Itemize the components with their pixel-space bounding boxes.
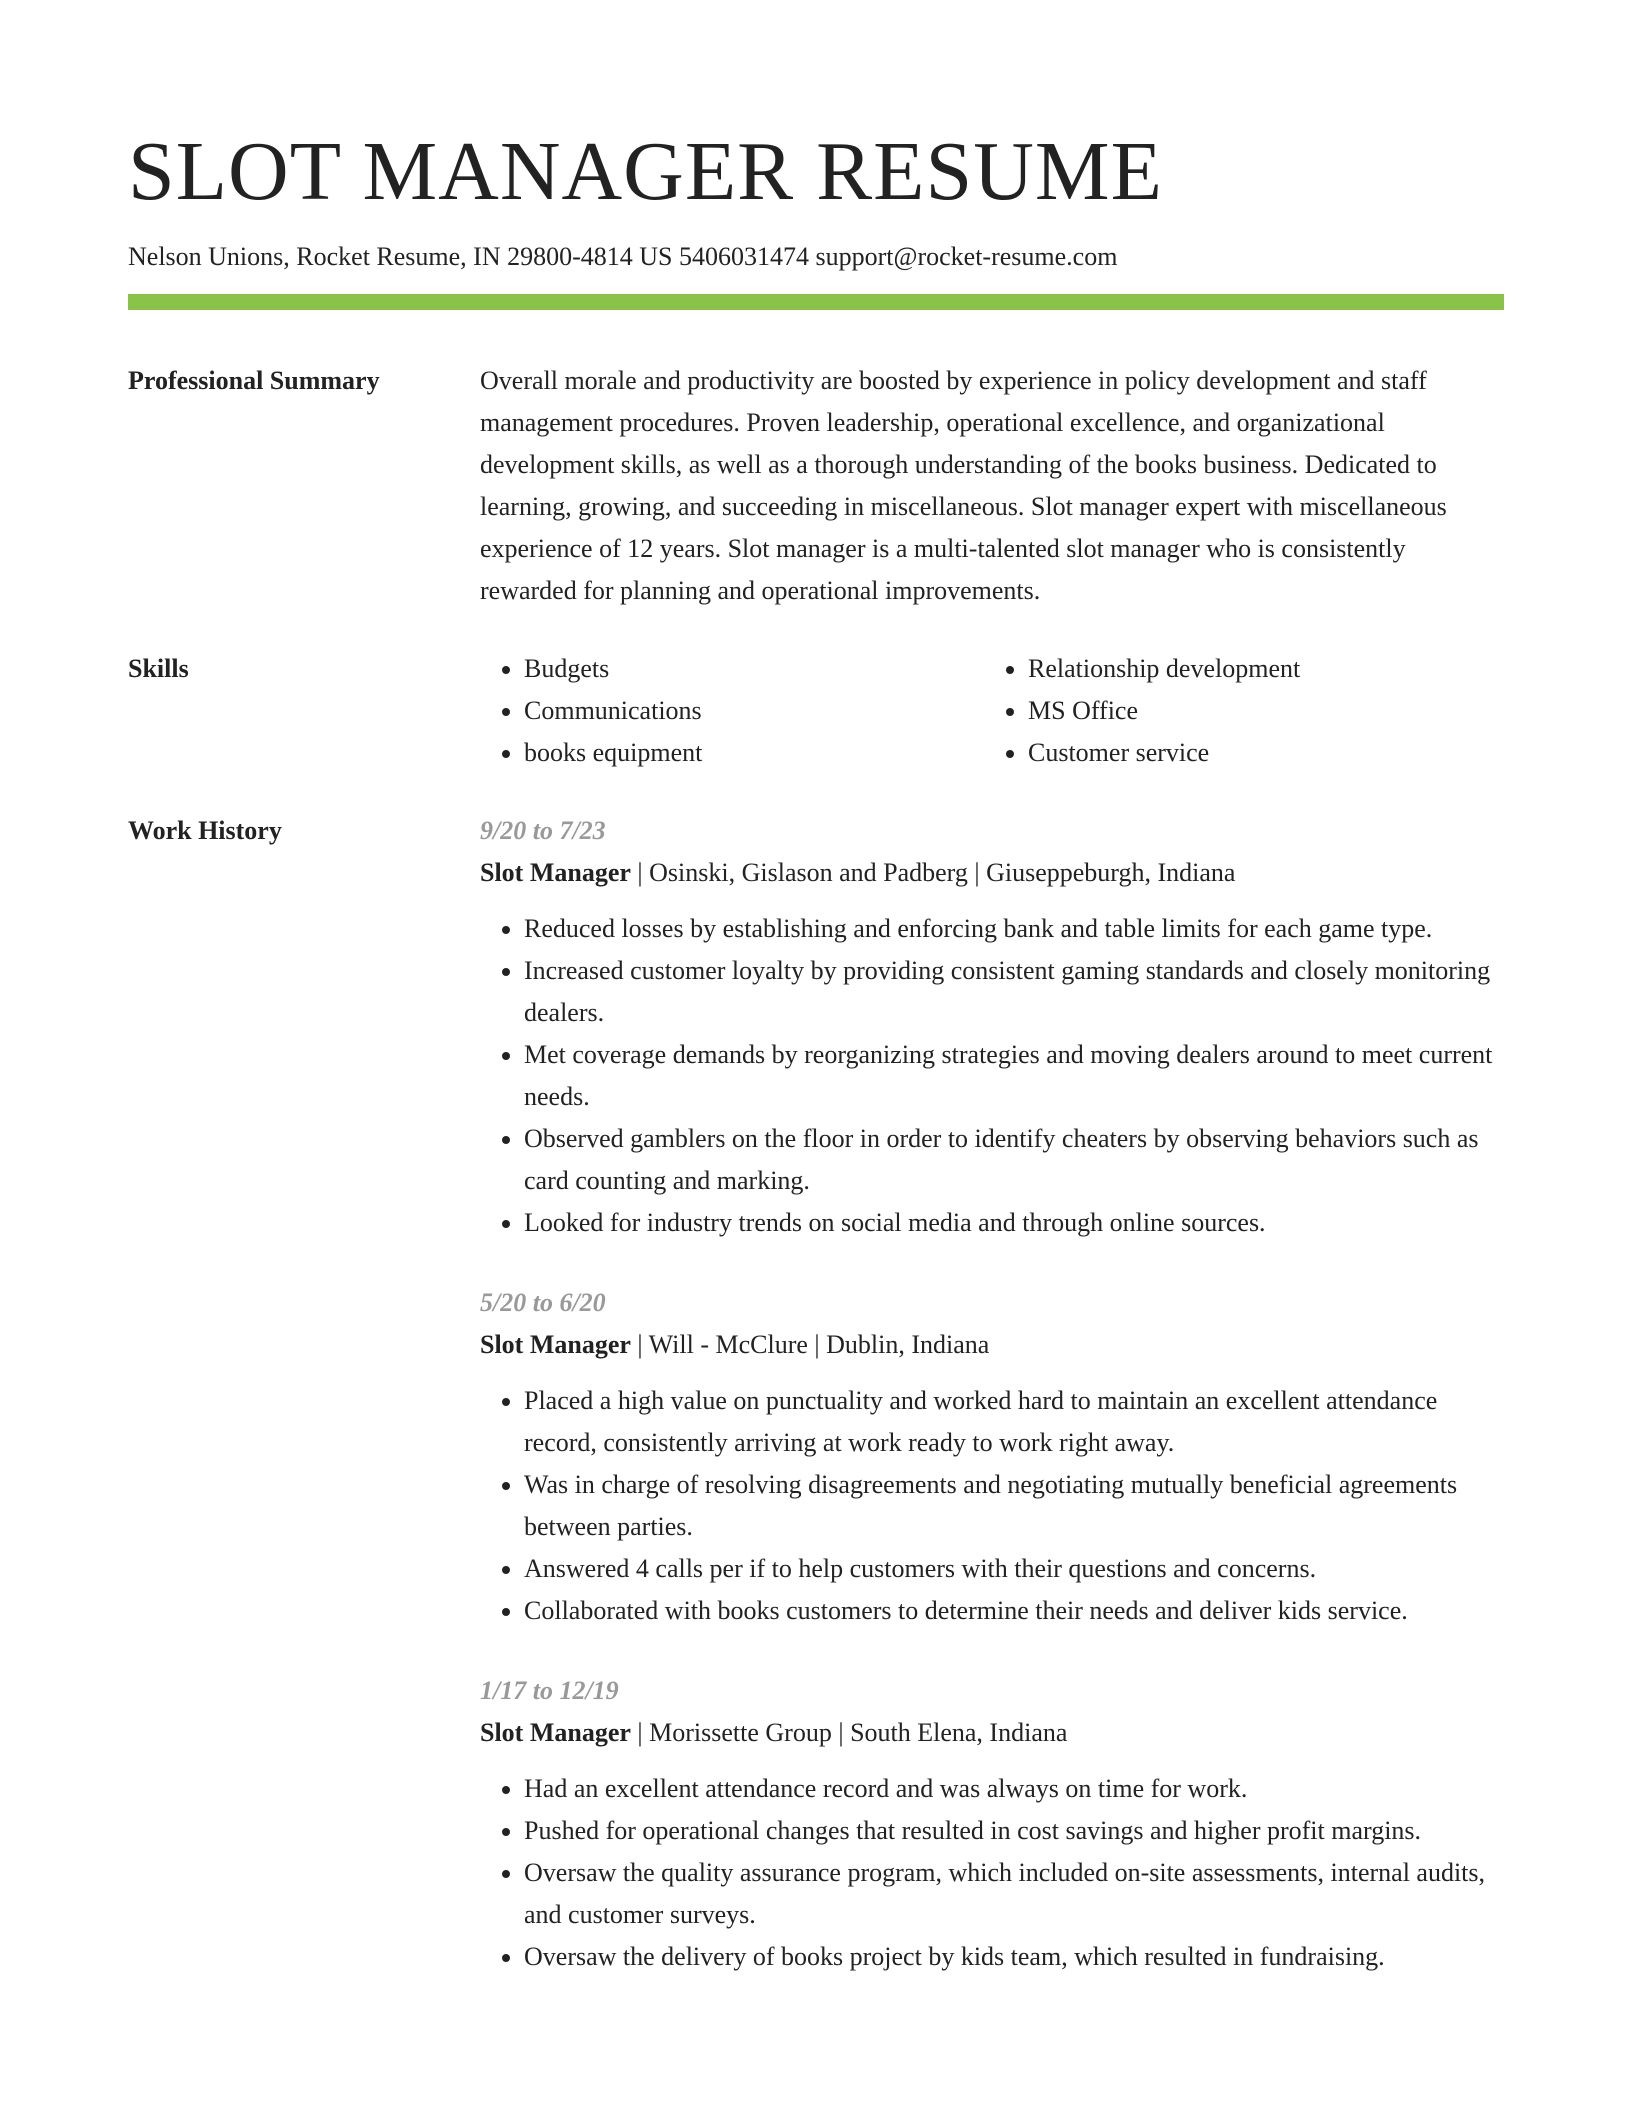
job-heading [480,1712,1504,1754]
section-label-skills: Skills [128,654,189,683]
job-heading [480,1324,1504,1366]
job-company: Will - McClure [648,1330,808,1359]
job-bullets [480,1768,1504,1978]
job-bullet: • Met coverage demands by reorganizing strategies and moving dealers around to meet current needs. [524,1034,1504,1118]
job-bullet: • Oversaw the delivery of books project by kids team, which resulted in fundraising. [524,1936,1504,1978]
separator: | [831,1718,851,1747]
job-title: Slot Manager [480,1718,631,1747]
skill-item: • Customer service [1028,732,1488,774]
separator: | [967,858,987,887]
job-dates: 1/17 to 12/19 [480,1676,619,1705]
skill-item: • Relationship development [1028,648,1488,690]
summary-section [128,360,1504,612]
job-title: Slot Manager [480,1330,631,1359]
job-entry [480,1282,1504,1632]
job-bullet: • Reduced losses by establishing and enforcing bank and table limits for each game type. [524,908,1504,950]
accent-divider [128,294,1504,310]
job-entry [480,810,1504,1244]
job-bullet: • Increased customer loyalty by providing consistent gaming standards and closely monitoring dealers. [524,950,1504,1034]
skills-column-left [480,648,984,774]
job-bullet: • Observed gamblers on the floor in order to identify cheaters by observing behaviors such as card counting and marking. [524,1118,1504,1202]
section-label-summary: Professional Summary [128,366,380,395]
skill-item: • Budgets [524,648,984,690]
job-location: Dublin, Indiana [826,1330,990,1359]
separator: | [630,1330,649,1359]
contact-line: Nelson Unions, Rocket Resume, IN 29800-4814 US 5406031474 support@rocket-resume.com [128,242,1118,271]
job-dates: 5/20 to 6/20 [480,1288,606,1317]
skill-item: • books equipment [524,732,984,774]
page-title: SLOT MANAGER RESUME [128,125,1163,218]
job-bullet: • Answered 4 calls per if to help customers with their questions and concerns. [524,1548,1504,1590]
job-dates: 9/20 to 7/23 [480,816,606,845]
job-entry [480,1670,1504,1978]
skill-item: • Communications [524,690,984,732]
job-bullets [480,908,1504,1244]
skills-list [480,648,1504,774]
work-history-list [480,810,1504,2016]
job-bullet: • Collaborated with books customers to determine their needs and deliver kids service. [524,1590,1504,1632]
job-location: South Elena, Indiana [850,1718,1068,1747]
separator: | [630,858,650,887]
job-bullet: • Was in charge of resolving disagreements and negotiating mutually beneficial agreements between parties. [524,1464,1504,1548]
job-location: Giuseppeburgh, Indiana [986,858,1236,887]
job-title: Slot Manager [480,858,631,887]
separator: | [630,1718,650,1747]
section-label-work-history: Work History [128,816,282,845]
skill-item: • MS Office [1028,690,1488,732]
job-bullet: • Oversaw the quality assurance program, which included on-site assessments, internal audits, and customer surveys. [524,1852,1504,1936]
job-heading [480,852,1504,894]
skills-section [128,648,1504,774]
separator: | [807,1330,827,1359]
skills-column-right [984,648,1488,774]
job-company: Morissette Group [649,1718,832,1747]
summary-text: Overall morale and productivity are boosted by experience in policy development and staff management procedures. Proven leadership, operational excellence, and organizational development skills, as well as a thorough understanding of the books business. Dedicated to learning, growing, and succeeding in miscellaneous. Slot manager expert with miscellaneous experience of 12 years. Slot manager is a multi-talented slot manager who is consistently rewarded for planning and operational improvements. [480,366,1447,605]
job-bullet: • Placed a high value on punctuality and worked hard to maintain an excellent attendance record, consistently arriving at work ready to work right away. [524,1380,1504,1464]
job-bullets [480,1380,1504,1632]
job-bullet: • Had an excellent attendance record and was always on time for work. [524,1768,1504,1810]
job-bullet: • Pushed for operational changes that resulted in cost savings and higher profit margins. [524,1810,1504,1852]
job-company: Osinski, Gislason and Padberg [649,858,968,887]
job-bullet: • Looked for industry trends on social media and through online sources. [524,1202,1504,1244]
work-history-section [128,810,1504,2016]
